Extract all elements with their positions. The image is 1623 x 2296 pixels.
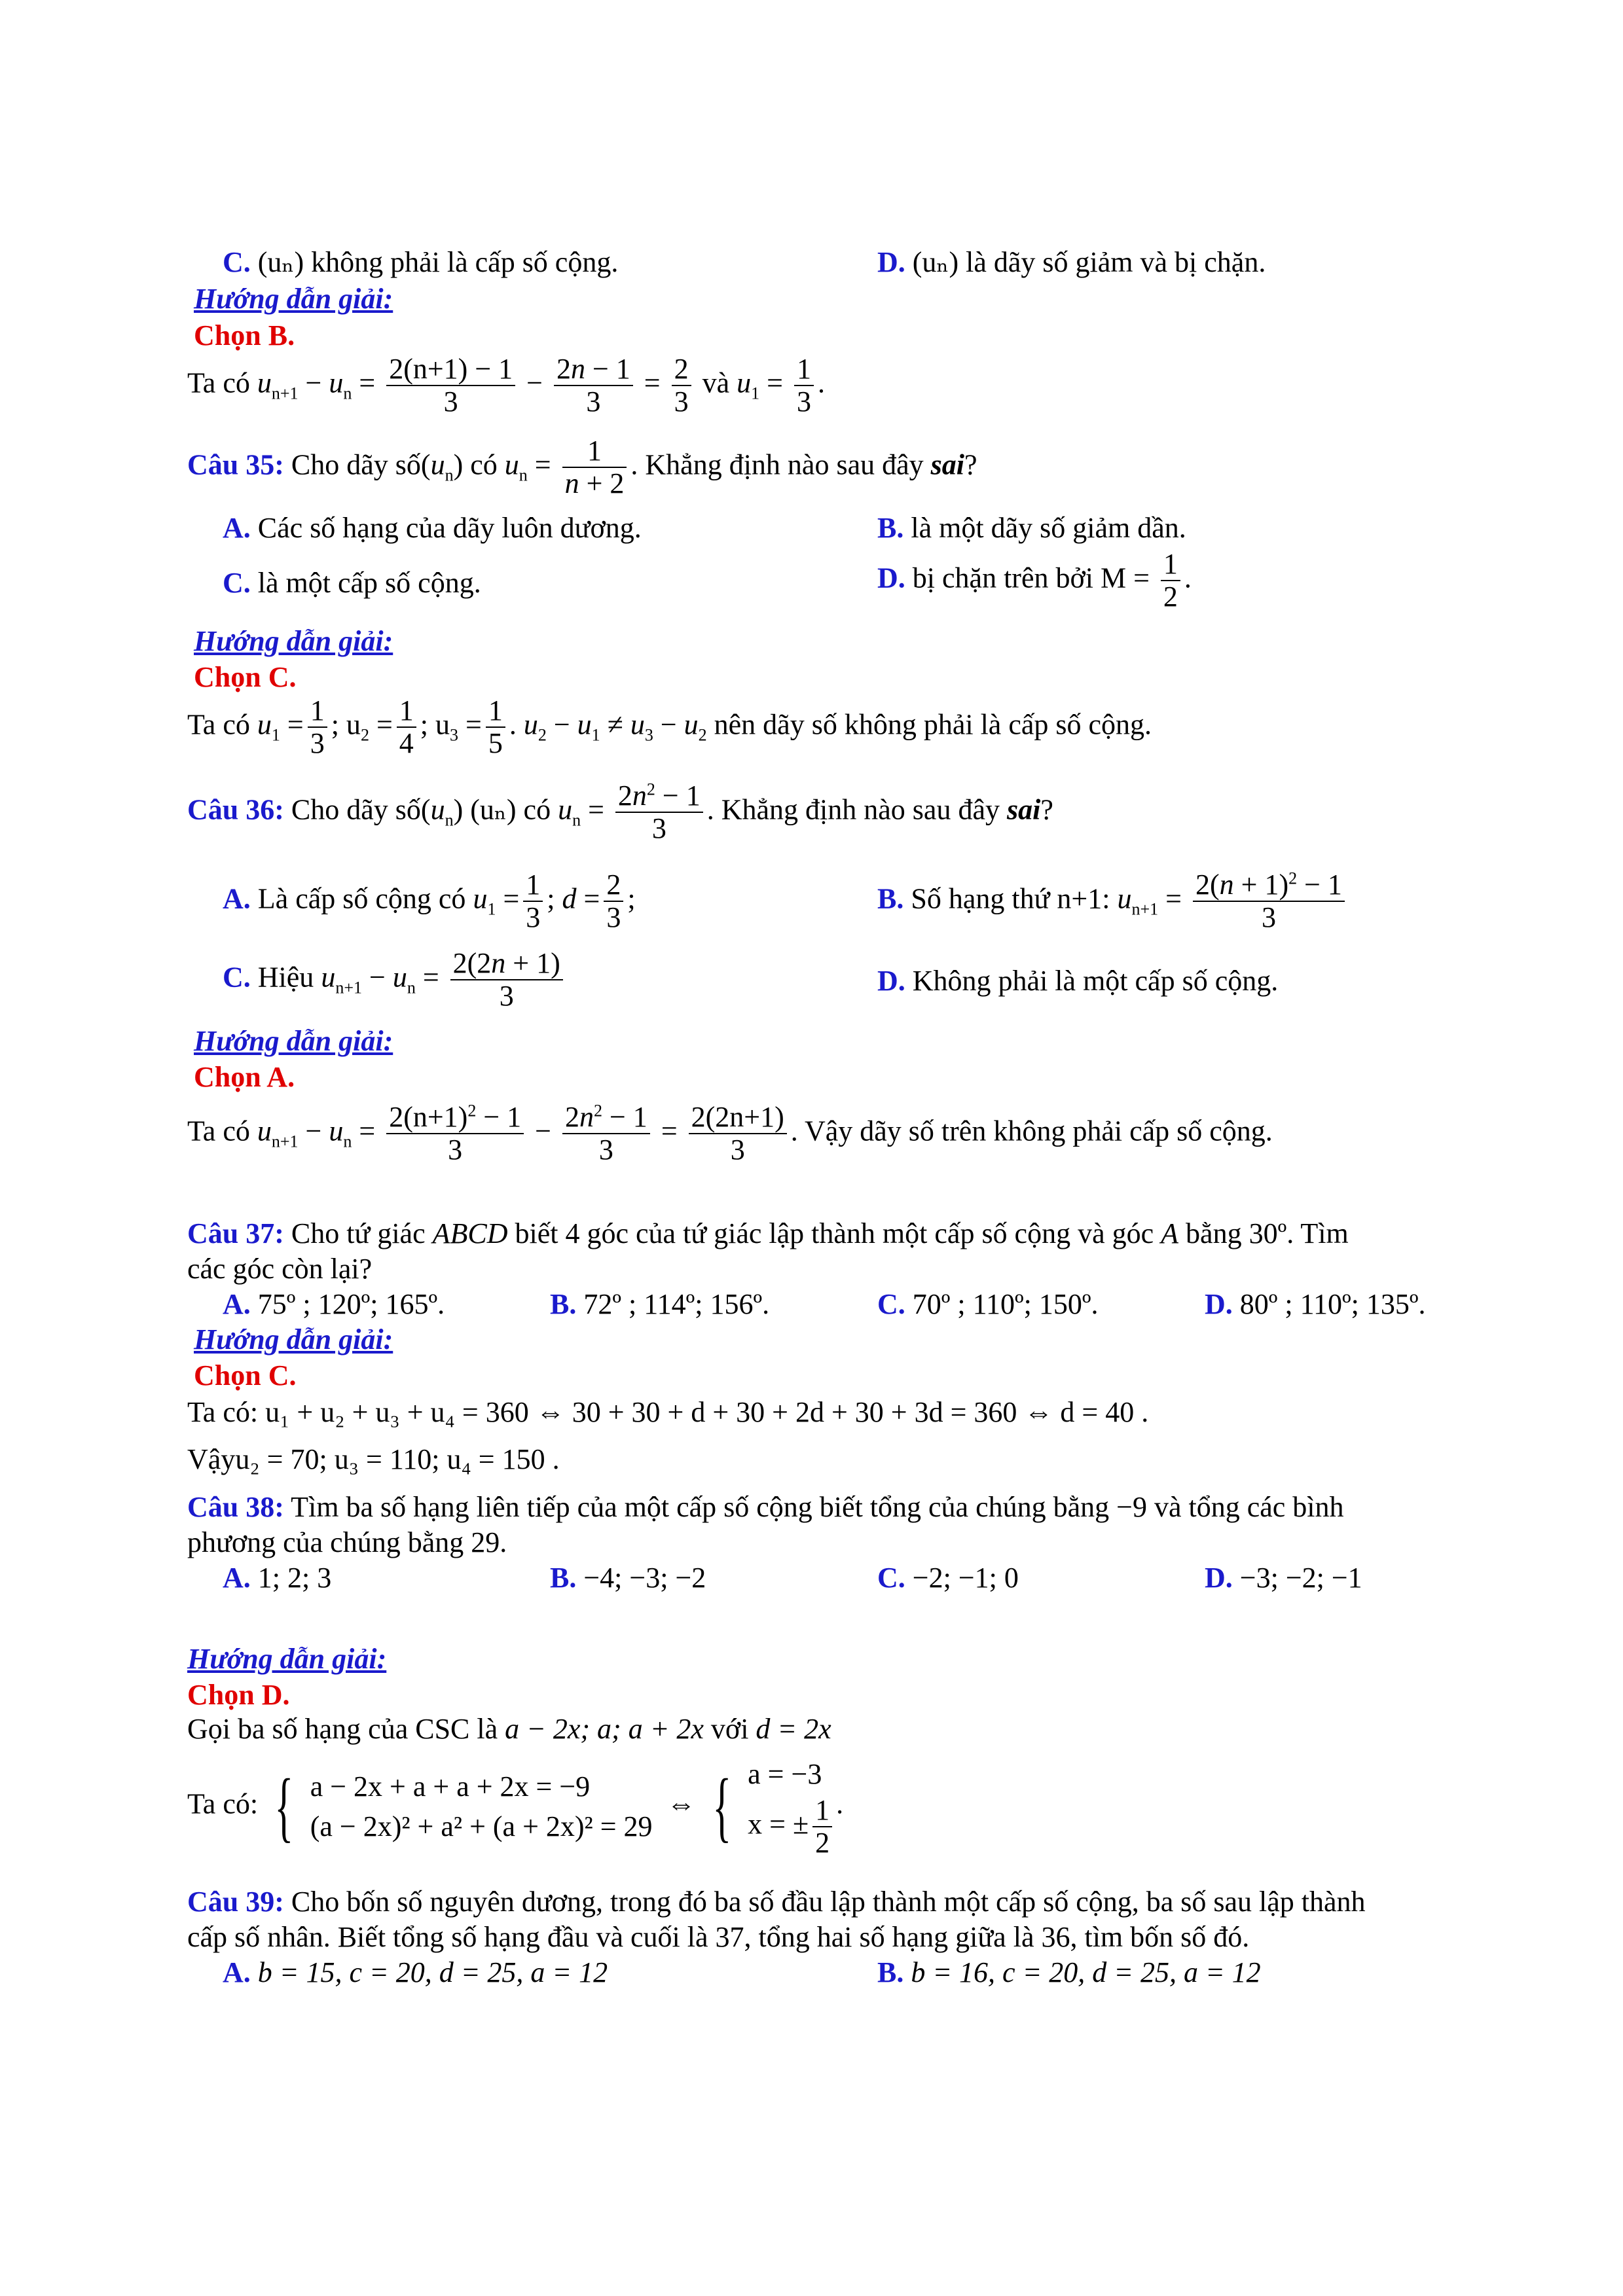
q38-option-a: A. 1; 2; 3 (223, 1562, 332, 1594)
q38-stem: Câu 38: Tìm ba số hạng liên tiếp của một cấp số cộng biết tổng của chúng bằng −9 và tổng các bình (187, 1491, 1344, 1523)
q35-guide-heading: Hướng dẫn giải: (194, 625, 393, 657)
q39-stem: Câu 39: Cho bốn số nguyên dương, trong đó ba số đầu lập thành một cấp số cộng, ba số sau lập thành (187, 1886, 1366, 1918)
q36-option-c: C. Hiệu $u_{n+1} - u_n$ = $\frac{2(2n + 1)}{3}$ (223, 948, 567, 1013)
q34-guide-heading: Hướng dẫn giải: (194, 283, 393, 315)
q37-option-d: D. 80º ; 110º; 135º. (1205, 1288, 1426, 1320)
q35-stem: Câu 35: Cho dãy $số(u_n)$ có $u_n$ = $\frac{1}{n + 2}$ . Khẳng định nào sau đây sai? (187, 435, 977, 500)
q35-option-b: B. là một dãy số giảm dần. (877, 512, 1186, 544)
q37-option-b: B. 72º ; 114º; 156º. (550, 1288, 770, 1320)
q35-option-c: C. là một cấp số cộng. (223, 567, 481, 599)
q39-stem-line2: cấp số nhân. Biết tổng số hạng đầu và cuối là 37, tổng hai số hạng giữa là 36, tìm bốn số đó. (187, 1921, 1250, 1953)
q36-option-d: D. Không phải là một cấp số cộng. (877, 965, 1279, 997)
q37-option-c: C. 70º ; 110º; 150º. (877, 1288, 1099, 1320)
q37-solution-line2: Vậyu₂ = 70; u₃ = 110; u₄ = 150 . (187, 1443, 560, 1475)
q37-solution-line1: Ta có: u₁ + u₂ + u₃ + u₄ = 360 ⇔ 30 + 30 + d + 30 + 2d + 30 + 3d = 360 ⇔ d = 40 . (187, 1396, 1149, 1428)
q38-option-d: D. −3; −2; −1 (1205, 1562, 1362, 1594)
q37-guide-heading: Hướng dẫn giải: (194, 1323, 393, 1355)
q38-answer: Chọn D. (187, 1679, 290, 1711)
q37-answer: Chọn C. (194, 1359, 297, 1391)
q39-option-b: B. b = 16, c = 20, d = 25, a = 12 (877, 1956, 1261, 1988)
q39-option-a: A. b = 15, c = 20, d = 25, a = 12 (223, 1956, 608, 1988)
q36-option-b: B. Số hạng thứ n+1: $u_{n+1}$ = $\frac{2(n + 1)^2 - 1}{3}$ (877, 869, 1349, 934)
q36-solution: Ta có $u_{n+1} - u_n$ = $\frac{2(n+1)^2 - 1}{3}$ − $\frac{2n^2 - 1}{3}$ = $\frac{2(2n+1)}{3}$ . Vậy dãy số trên không phải cấp số cộng. (187, 1101, 1273, 1166)
q35-answer: Chọn C. (194, 661, 297, 693)
q38-guide-heading: Hướng dẫn giải: (187, 1643, 387, 1675)
q36-answer: Chọn A. (194, 1061, 295, 1093)
q36-option-a: A. Là cấp số cộng có $u_1$ = $\frac{1}{3}$ ; d = $\frac{2}{3}$ ; (223, 869, 636, 934)
q35-option-d: D. bị chặn trên bởi M = $\frac{1}{2}$ . (877, 548, 1192, 613)
q35-solution: Ta có $u_1$ = $\frac{1}{3}$ ; $u_2$ = $\frac{1}{4}$ ; $u_3$ = $\frac{1}{5}$ . $u_2 - u_1 \ne u_3 - u_2$ nên dãy số không phải là cấp số cộng. (187, 694, 1152, 760)
q37-stem-line2: các góc còn lại? (187, 1253, 373, 1285)
q36-stem: Câu 36: Cho dãy $số(u_n)$ (uₙ) có $u_n$ = $\frac{2n^2 - 1}{3}$ . Khẳng định nào sau đây sai? (187, 780, 1053, 845)
q38-solution-system: Ta có: { a − 2x + a + a + 2x = −9 (a − 2x)² + a² + (a + 2x)² = 29 ⇔ { a = −3 x = ± $\frac{1}{2}$ . (187, 1758, 844, 1859)
q38-stem-line2: phương của chúng bằng 29. (187, 1526, 507, 1558)
q35-option-a: A. Các số hạng của dãy luôn dương. (223, 512, 642, 544)
q38-solution-line1: Gọi ba số hạng của CSC là a − 2x; a; a + 2x với d = 2x (187, 1713, 831, 1745)
q38-option-c: C. −2; −1; 0 (877, 1562, 1019, 1594)
q34-answer: Chọn B. (194, 319, 295, 351)
q37-stem: Câu 37: Cho tứ giác ABCD biết 4 góc của tứ giác lập thành một cấp số cộng và góc A bằng 30º. Tìm (187, 1217, 1349, 1249)
q37-option-a: A. 75º ; 120º; 165º. (223, 1288, 445, 1320)
q34-option-d: D. (uₙ) là dãy số giảm và bị chặn. (877, 246, 1266, 278)
q36-guide-heading: Hướng dẫn giải: (194, 1025, 393, 1057)
q34-option-c: C. (uₙ) không phải là cấp số cộng. (223, 246, 619, 278)
q34-solution: Ta có $u_{n+1} - u_n$ = $\frac{2(n+1) - 1}{3}$ − $\frac{2n - 1}{3}$ = $\frac{2}{3}$ và $u_1$ = $\frac{1}{3}$ . (187, 353, 825, 418)
q38-option-b: B. −4; −3; −2 (550, 1562, 706, 1594)
